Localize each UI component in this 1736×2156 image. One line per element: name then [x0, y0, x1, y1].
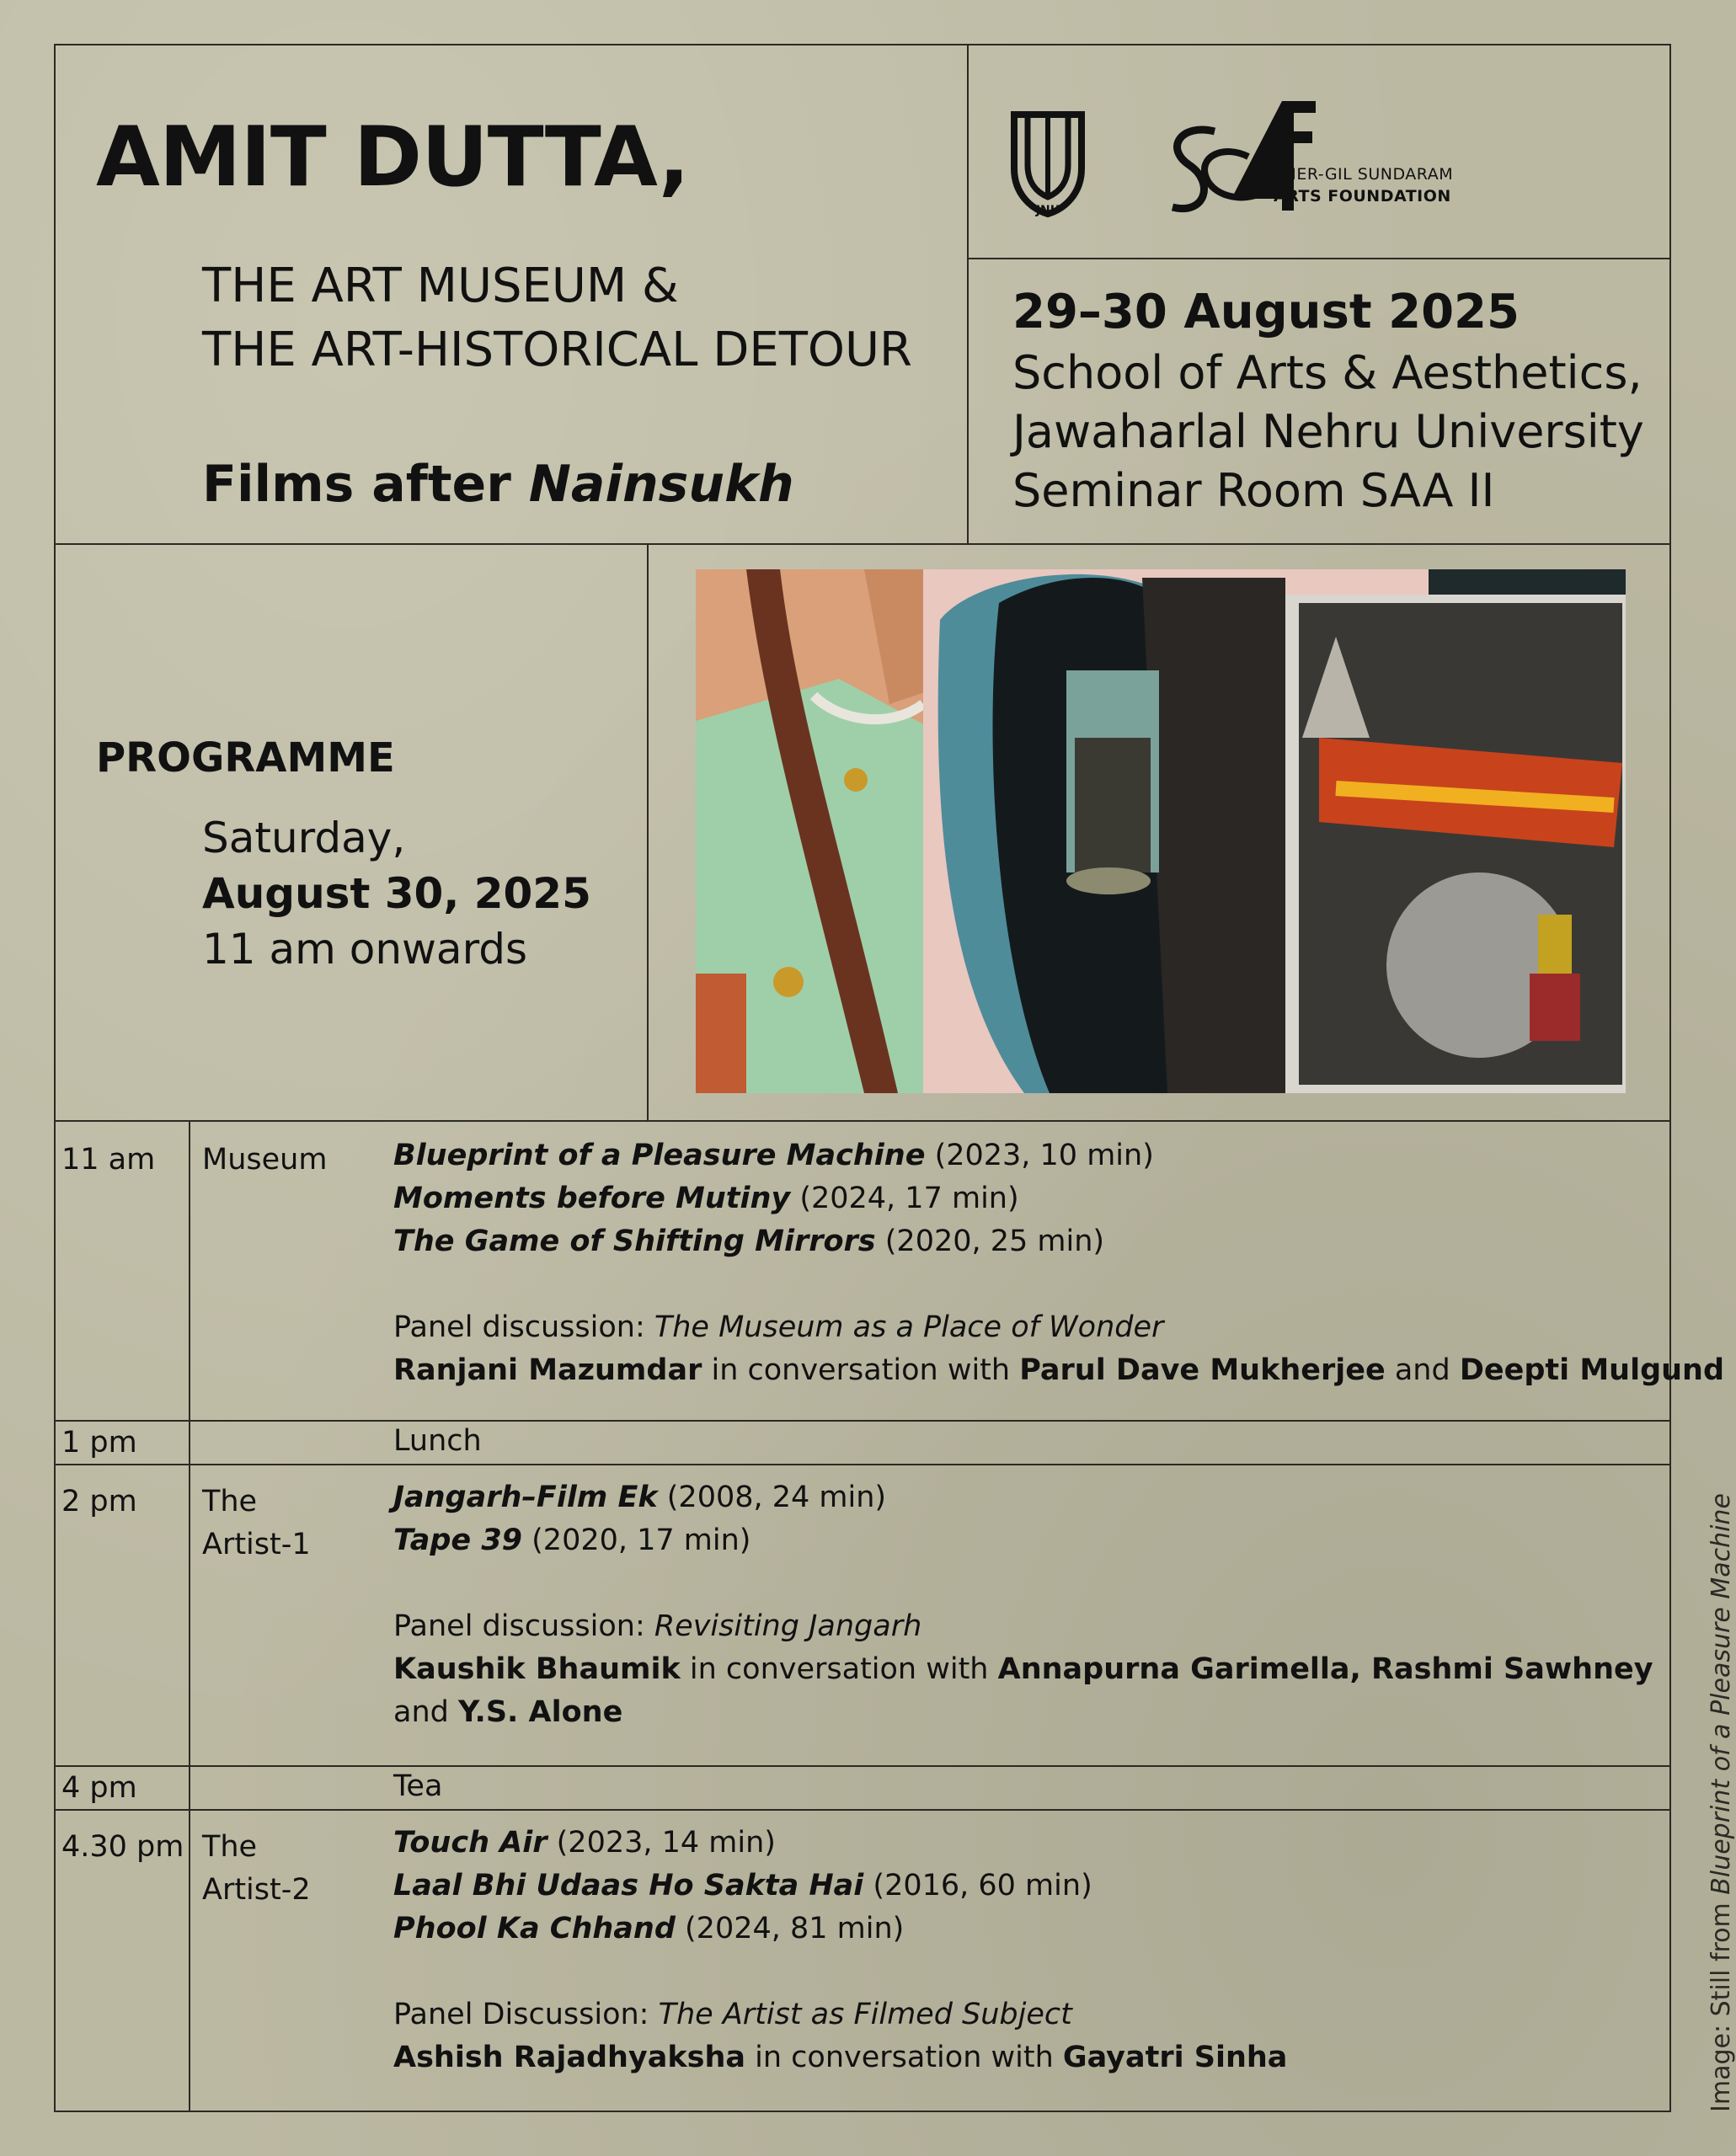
programme-date-value: August 30, 2025: [202, 869, 591, 918]
speaker: Gayatri Sinha: [1062, 2041, 1288, 2074]
schedule-time: 4.30 pm: [61, 1830, 184, 1864]
film-meta: (2024, 17 min): [790, 1182, 1019, 1215]
schedule-time: 4 pm: [61, 1771, 137, 1805]
foundation-name-line: ARTS FOUNDATION: [1274, 187, 1451, 205]
programme-day: Saturday,: [202, 814, 406, 862]
film-entry: [393, 1476, 1653, 1519]
subtitle: [202, 254, 912, 382]
panel-discussion: [393, 1306, 1724, 1349]
film-entry: [393, 1822, 1287, 1865]
film-title: Blueprint of a Pleasure Machine: [393, 1139, 926, 1172]
separator-text: ,: [1349, 1652, 1372, 1686]
film-title: Tape 39: [393, 1524, 523, 1557]
venue-line: Seminar Room SAA II: [1012, 464, 1495, 517]
foundation-name: [1274, 163, 1453, 207]
film-title: Jangarh–Film Ek: [393, 1481, 658, 1514]
film-still-image: [696, 569, 1626, 1093]
film-meta: (2016, 60 min): [863, 1869, 1092, 1903]
film-entry: [393, 1177, 1724, 1220]
panel-label: Panel Discussion:: [393, 1998, 659, 2031]
panel-speakers: [393, 1349, 1724, 1392]
schedule-rule: [54, 1464, 1671, 1465]
schedule-details: [393, 1476, 1653, 1734]
subtitle-line: THE ART-HISTORICAL DETOUR: [202, 323, 912, 377]
session-line: Artist-2: [202, 1873, 311, 1907]
film-entry: [393, 1519, 1653, 1562]
page-title: AMIT DUTTA,: [96, 109, 689, 205]
event-venue: [1012, 344, 1644, 520]
panel-speakers: [393, 2036, 1287, 2079]
schedule-details: [393, 1134, 1724, 1392]
header-bottom-rule: [54, 543, 1671, 545]
film-meta: (2020, 25 min): [875, 1225, 1105, 1258]
programme-heading: PROGRAMME: [96, 734, 395, 782]
logo-divider: [967, 258, 1671, 259]
film-title: Phool Ka Chhand: [393, 1912, 676, 1945]
programme-divider: [647, 543, 649, 1120]
schedule-details: [393, 1822, 1287, 2079]
film-meta: (2020, 17 min): [522, 1524, 751, 1557]
credit-film-title: Blueprint of a Pleasure Machine: [1707, 1493, 1736, 1895]
speaker: Deepti Mulgund: [1459, 1353, 1725, 1387]
credit-prefix: Image: Still from: [1707, 1894, 1736, 2112]
film-meta: (2008, 24 min): [657, 1481, 887, 1514]
venue-line: Jawaharlal Nehru University: [1012, 405, 1644, 458]
session-line: The: [202, 1830, 258, 1864]
film-title: Moments before Mutiny: [393, 1182, 791, 1215]
panel-label: Panel discussion:: [393, 1310, 654, 1344]
schedule-break: Tea: [393, 1769, 443, 1803]
film-entry: [393, 1908, 1287, 1951]
speaker: Ranjani Mazumdar: [393, 1353, 702, 1387]
film-still-collage: [696, 569, 1626, 1093]
film-title: The Game of Shifting Mirrors: [393, 1225, 876, 1258]
programme-date: [202, 810, 591, 977]
panel-title: The Artist as Filmed Subject: [658, 1998, 1072, 2031]
film-meta: (2023, 14 min): [547, 1826, 776, 1860]
schedule-session: [202, 1481, 311, 1566]
conjunction-text: and: [393, 1695, 458, 1729]
film-meta: (2024, 81 min): [675, 1912, 905, 1945]
foundation-name-line: SHER-GIL SUNDARAM: [1274, 165, 1454, 184]
jnu-logo-text: JNU: [1035, 204, 1060, 217]
schedule-session: Museum: [202, 1143, 328, 1177]
schedule-time: 11 am: [61, 1143, 156, 1177]
schedule-session: [202, 1826, 311, 1912]
panel-discussion: [393, 1605, 1653, 1648]
event-dates: 29–30 August 2025: [1012, 285, 1520, 339]
film-title: Touch Air: [393, 1826, 548, 1860]
header-divider: [967, 44, 969, 544]
speaker: Annapurna Garimella: [997, 1652, 1350, 1686]
venue-line: School of Arts & Aesthetics,: [1012, 346, 1643, 399]
film-meta: (2023, 10 min): [925, 1139, 1154, 1172]
panel-title: Revisiting Jangarh: [654, 1609, 922, 1643]
speaker: Ashish Rajadhyaksha: [393, 2041, 746, 2074]
schedule-rule: [54, 1809, 1671, 1811]
schedule-top-rule: [54, 1120, 1671, 1122]
schedule-rule: [54, 1420, 1671, 1422]
panel-speakers: [393, 1691, 1653, 1734]
conversation-text: in conversation with: [702, 1353, 1020, 1387]
speaker: Kaushik Bhaumik: [393, 1652, 681, 1686]
films-heading: [202, 455, 794, 514]
schedule-column-divider: [189, 1120, 190, 2112]
schedule-rule: [54, 1765, 1671, 1767]
schedule-break: Lunch: [393, 1424, 482, 1458]
subtitle-line: THE ART MUSEUM &: [202, 259, 679, 313]
programme-start-time: 11 am onwards: [202, 925, 528, 974]
speaker: Parul Dave Mukherjee: [1019, 1353, 1386, 1387]
schedule-time: 2 pm: [61, 1485, 137, 1518]
session-line: The: [202, 1485, 258, 1518]
panel-speakers: [393, 1648, 1653, 1691]
panel-title: The Museum as a Place of Wonder: [654, 1310, 1164, 1344]
films-prefix: Films after: [202, 455, 529, 514]
panel-discussion: [393, 1993, 1287, 2036]
film-entry: [393, 1134, 1724, 1177]
conversation-text: in conversation with: [745, 2041, 1063, 2074]
session-line: Artist-1: [202, 1528, 311, 1561]
panel-label: Panel discussion:: [393, 1609, 654, 1643]
image-credit: [1707, 1493, 1736, 2112]
film-title: Laal Bhi Udaas Ho Sakta Hai: [393, 1869, 864, 1903]
jnu-logo: [1009, 109, 1087, 224]
film-entry: [393, 1220, 1724, 1263]
conversation-text: in conversation with: [680, 1652, 998, 1686]
speaker: Rashmi Sawhney: [1371, 1652, 1653, 1686]
films-title: Nainsukh: [528, 455, 794, 514]
schedule-time: 1 pm: [61, 1426, 137, 1460]
film-entry: [393, 1865, 1287, 1908]
conjunction-text: and: [1385, 1353, 1460, 1387]
speaker: Y.S. Alone: [457, 1695, 623, 1729]
